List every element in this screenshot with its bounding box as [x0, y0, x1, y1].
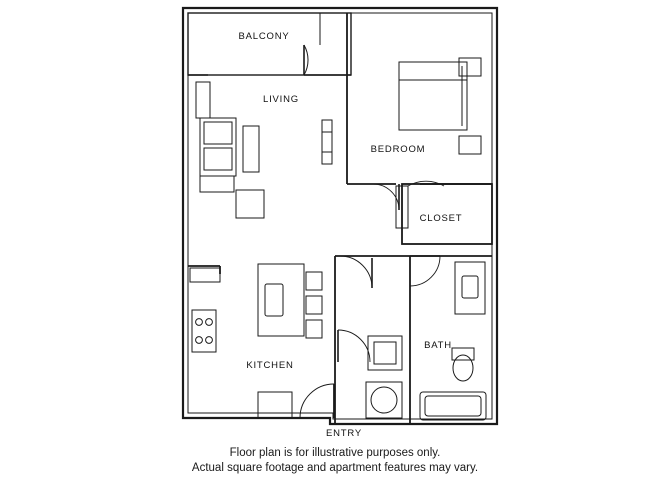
bedroom-furniture: [370, 58, 481, 210]
room-label-entry: ENTRY: [325, 428, 363, 439]
room-label-kitchen: KITCHEN: [246, 360, 294, 371]
room-label-closet: CLOSET: [419, 213, 463, 224]
room-label-living: LIVING: [263, 94, 299, 105]
hall-doors: [338, 256, 402, 418]
room-label-balcony: BALCONY: [238, 31, 290, 42]
disclaimer-line-1: Floor plan is for illustrative purposes only.: [229, 447, 441, 459]
room-label-bath: BATH: [424, 340, 452, 351]
kitchen-features: [190, 264, 322, 418]
room-label-bedroom: BEDROOM: [370, 144, 426, 155]
bath-fixtures: [410, 256, 486, 420]
bath-walls: [335, 256, 492, 424]
bedroom-walls: [347, 13, 492, 184]
balcony-walls: [188, 13, 351, 75]
disclaimer-line-2: Actual square footage and apartment features may vary.: [191, 462, 479, 474]
kitchen-walls: [188, 266, 220, 274]
